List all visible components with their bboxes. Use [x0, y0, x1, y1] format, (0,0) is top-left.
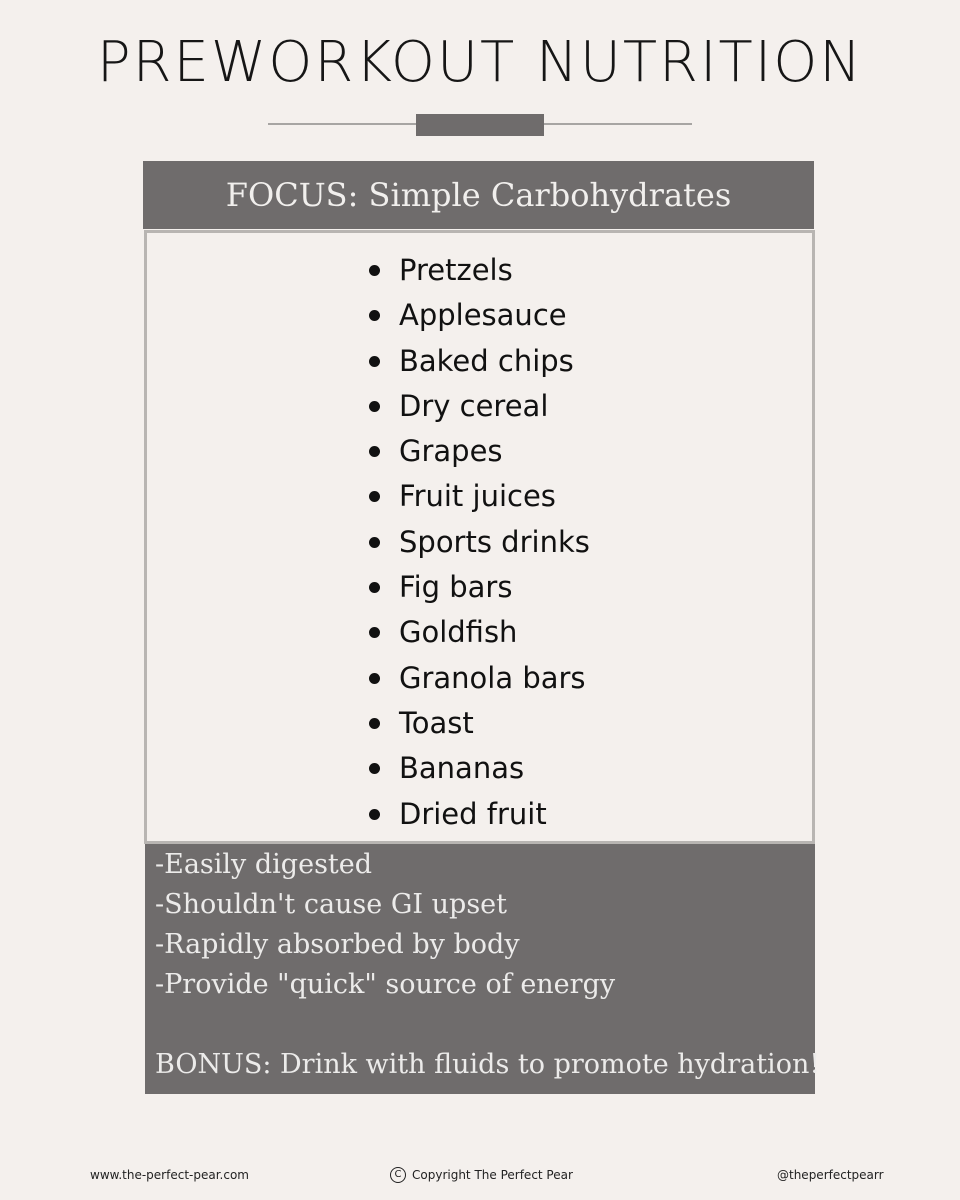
- food-list-item: [369, 431, 590, 476]
- page-title: PREWORKOUT NUTRITION: [96, 30, 864, 95]
- food-item-label: Toast: [399, 705, 474, 740]
- benefit-line: -Provide "quick" source of energy: [155, 969, 616, 1000]
- food-item-label: Fig bars: [399, 570, 513, 605]
- food-item-label: Dried fruit: [399, 796, 547, 831]
- food-item-label: Grapes: [399, 434, 503, 469]
- bullet-icon: [369, 627, 380, 638]
- bullet-icon: [369, 491, 380, 502]
- benefits-box: [145, 844, 821, 1094]
- food-item-label: Bananas: [399, 751, 525, 786]
- food-item-label: Applesauce: [399, 298, 567, 333]
- food-list-item: [369, 748, 590, 793]
- food-list-item: [369, 612, 590, 657]
- bullet-icon: [369, 673, 380, 684]
- food-item-label: Sports drinks: [399, 524, 590, 559]
- food-list-item: [369, 341, 590, 386]
- footer-handle[interactable]: @theperfectpearr: [777, 1168, 884, 1182]
- copyright-text: Copyright The Perfect Pear: [412, 1168, 573, 1182]
- food-list-item: [369, 703, 590, 748]
- bullet-icon: [369, 356, 380, 367]
- bullet-icon: [369, 718, 380, 729]
- food-item-label: Pretzels: [399, 253, 513, 287]
- bullet-icon: [369, 809, 380, 820]
- bullet-icon: [369, 310, 380, 321]
- benefit-line: -Rapidly absorbed by body: [155, 929, 520, 960]
- food-item-label: Dry cereal: [399, 388, 549, 423]
- food-item-label: Granola bars: [399, 660, 586, 695]
- bullet-icon: [369, 446, 380, 457]
- food-item-label: Fruit juices: [399, 479, 556, 514]
- focus-header: FOCUS: Simple Carbohydrates: [143, 161, 814, 229]
- benefit-line: -Easily digested: [155, 849, 373, 880]
- food-list-item: [369, 295, 590, 340]
- food-item-label: Baked chips: [399, 343, 574, 378]
- bonus-line: BONUS: Drink with fluids to promote hydration!: [155, 1049, 821, 1080]
- food-list-item: [369, 567, 590, 612]
- bullet-icon: [369, 265, 380, 276]
- copyright-icon: C: [390, 1167, 406, 1183]
- bullet-icon: [369, 401, 380, 412]
- food-list-item: [369, 476, 590, 521]
- footer-copyright: [390, 1166, 573, 1184]
- bullet-icon: [369, 582, 380, 593]
- food-list: [369, 250, 590, 839]
- food-item-label: Goldfish: [399, 615, 518, 650]
- footer-website[interactable]: www.the-perfect-pear.com: [90, 1168, 249, 1182]
- food-list-item: [369, 794, 590, 839]
- benefit-line: -Shouldn't cause GI upset: [155, 889, 508, 920]
- food-list-item: [369, 250, 590, 295]
- bullet-icon: [369, 763, 380, 774]
- title-divider-block: [416, 114, 544, 136]
- bullet-icon: [369, 537, 380, 548]
- food-list-item: [369, 522, 590, 567]
- food-list-box: [144, 230, 815, 844]
- food-list-item: [369, 386, 590, 431]
- food-list-item: [369, 658, 590, 703]
